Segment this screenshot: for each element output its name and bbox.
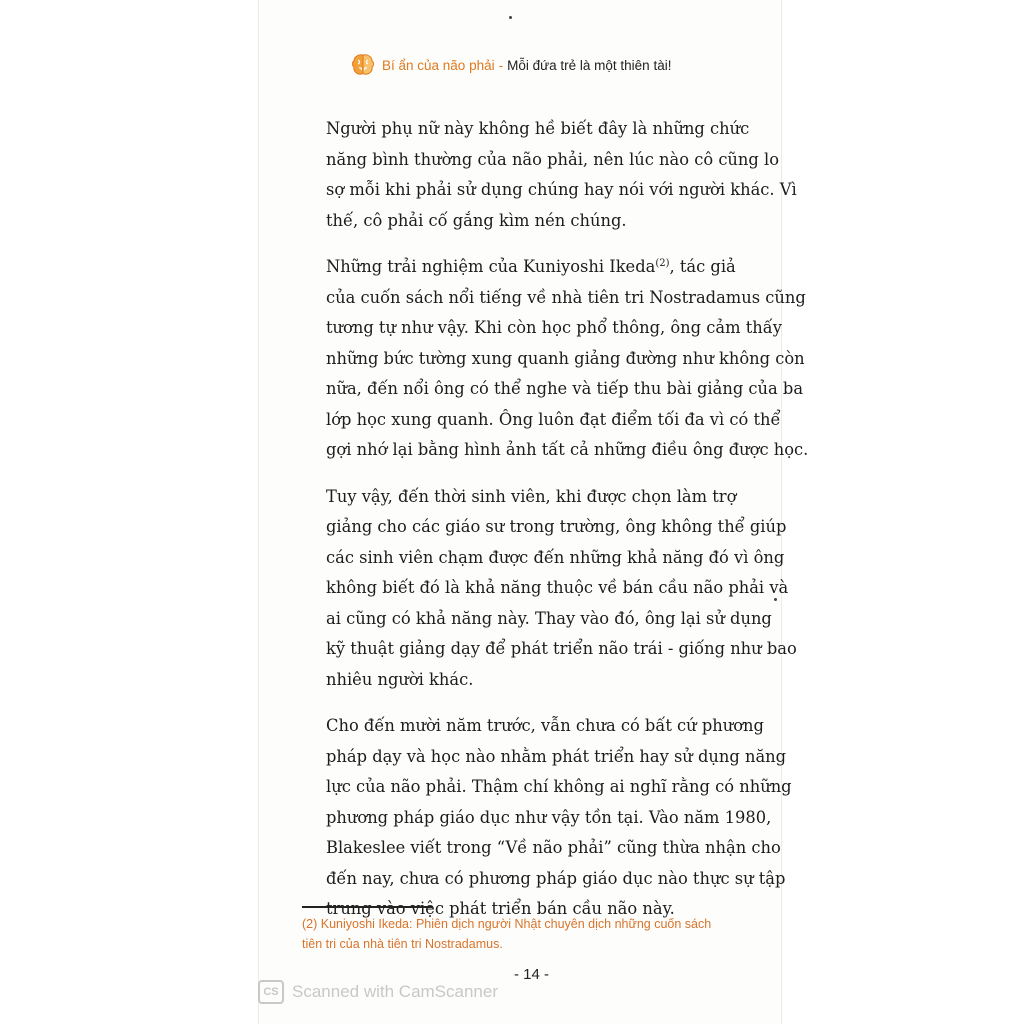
text-line: các sinh viên chạm được đến những khả năng đó vì ông bbox=[326, 547, 785, 567]
footnote-divider bbox=[302, 906, 432, 908]
page-number: - 14 - bbox=[514, 966, 550, 983]
book-subtitle: Mỗi đứa trẻ là một thiên tài! bbox=[507, 57, 672, 73]
text-line-start: Những trải nghiệm của Kuniyoshi Ikeda bbox=[326, 257, 656, 276]
text-line: Tuy vậy, đến thời sinh viên, khi được chọn làm trợ bbox=[326, 486, 737, 506]
text-line: năng bình thường của não phải, nên lúc nào cô cũng lo bbox=[326, 149, 780, 169]
text-line: lớp học xung quanh. Ông luôn đạt điểm tối đa vì có thể bbox=[326, 409, 781, 429]
text-line: không biết đó là khả năng thuộc về bán cầu não phải và bbox=[326, 578, 789, 597]
paragraph-4 bbox=[302, 711, 792, 925]
text-line: kỹ thuật giảng dạy để phát triển não trái - giống như bao bbox=[326, 639, 797, 658]
footnote-line: tiên tri của nhà tiên tri Nostradamus. bbox=[302, 937, 503, 951]
footnote bbox=[302, 914, 772, 954]
text-line: thế, cô phải cố gắng kìm nén chúng. bbox=[326, 210, 627, 230]
text-line: đến nay, chưa có phương pháp giáo dục nào thực sự tập bbox=[326, 868, 786, 888]
text-line bbox=[302, 252, 764, 283]
brain-icon bbox=[350, 52, 376, 78]
text-line: gợi nhớ lại bằng hình ảnh tất cả những điều ông được học. bbox=[326, 440, 809, 459]
text-line: những bức tường xung quanh giảng đường như không còn bbox=[326, 348, 805, 368]
text-line: nhiêu người khác. bbox=[326, 669, 474, 689]
scanner-watermark bbox=[258, 979, 498, 1005]
watermark-text: Scanned with CamScanner bbox=[292, 982, 499, 1001]
scan-speck bbox=[509, 16, 512, 19]
text-line: sợ mỗi khi phải sử dụng chúng hay nói với người khác. Vì bbox=[326, 180, 797, 199]
text-line: nữa, đến nổi ông có thể nghe và tiếp thu bài giảng của ba bbox=[326, 379, 804, 398]
paragraph-2 bbox=[302, 252, 809, 466]
text-line: trung vào việc phát triển bán cầu não này. bbox=[326, 899, 675, 918]
text-line: Người phụ nữ này không hề biết đây là những chức bbox=[326, 119, 750, 138]
text-line: Cho đến mười năm trước, vẫn chưa có bất cứ phương bbox=[326, 716, 764, 735]
text-line: phương pháp giáo dục như vậy tồn tại. Vào năm 1980, bbox=[326, 807, 772, 827]
footnote-line: (2) Kuniyoshi Ikeda: Phiên dịch người Nhật chuyên dịch những cuốn sách bbox=[302, 917, 712, 931]
text-line-end: , tác giả bbox=[669, 257, 736, 276]
text-line: giảng cho các giáo sư trong trường, ông không thể giúp bbox=[326, 517, 787, 536]
header-separator: - bbox=[498, 57, 504, 73]
running-header bbox=[350, 50, 671, 80]
text-line: ai cũng có khả năng này. Thay vào đó, ông lại sử dụng bbox=[326, 608, 772, 628]
footnote-reference: (2) bbox=[655, 258, 670, 269]
body-text bbox=[302, 114, 809, 925]
text-line: Blakeslee viết trong “Về não phải” cũng thừa nhận cho bbox=[326, 838, 781, 857]
text-line: của cuốn sách nổi tiếng về nhà tiên tri Nostradamus cũng bbox=[326, 287, 806, 307]
paragraph-1 bbox=[302, 114, 797, 236]
paragraph-3 bbox=[302, 482, 797, 696]
camscanner-logo-icon: CS bbox=[258, 980, 284, 1004]
text-line: lực của não phải. Thậm chí không ai nghĩ rằng có những bbox=[326, 777, 792, 796]
text-line: pháp dạy và học nào nhằm phát triển hay sử dụng năng bbox=[326, 746, 787, 766]
book-title: Bí ẩn của não phải bbox=[382, 57, 495, 73]
text-line: tương tự như vậy. Khi còn học phổ thông, ông cảm thấy bbox=[326, 318, 782, 337]
